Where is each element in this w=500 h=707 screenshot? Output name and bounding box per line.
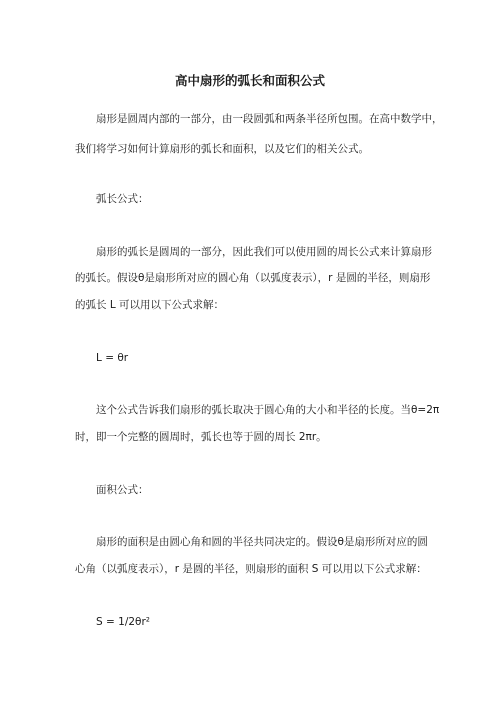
- area-heading: 面积公式：: [96, 484, 149, 496]
- arc-note-line-1: 这个公式告诉我们扇形的弧长取决于圆心角的大小和半径的长度。当θ=2π: [96, 404, 440, 416]
- arc-paragraph-line-1: 扇形的弧长是圆周的一部分，因此我们可以使用圆的周长公式来计算扇形: [96, 246, 432, 258]
- arc-note-line-2: 时，即一个完整的圆周时，弧长也等于圆的周长 2πr。: [75, 431, 327, 443]
- area-paragraph-line-2: 心角（以弧度表示），r 是圆的半径，则扇形的面积 S 可以用以下公式求解：: [75, 563, 427, 575]
- arc-length-formula: L = θr: [96, 352, 129, 364]
- area-paragraph-line-1: 扇形的面积是由圆心角和圆的半径共同决定的。假设θ是扇形所对应的圆: [96, 536, 428, 548]
- intro-line-2: 我们将学习如何计算扇形的弧长和面积，以及它们的相关公式。: [75, 143, 369, 155]
- arc-paragraph-line-3: 的弧长 L 可以用以下公式求解：: [75, 299, 225, 311]
- arc-paragraph-line-2: 的弧长。假设θ是扇形所对应的圆心角（以弧度表示），r 是圆的半径，则扇形: [75, 272, 431, 284]
- intro-line-1: 扇形是圆周内部的一部分，由一段圆弧和两条半径所包围。在高中数学中，: [96, 113, 443, 125]
- document-title: 高中扇形的弧长和面积公式: [174, 73, 325, 88]
- area-formula: S = 1/2θr²: [96, 616, 150, 628]
- arc-length-heading: 弧长公式：: [96, 193, 149, 205]
